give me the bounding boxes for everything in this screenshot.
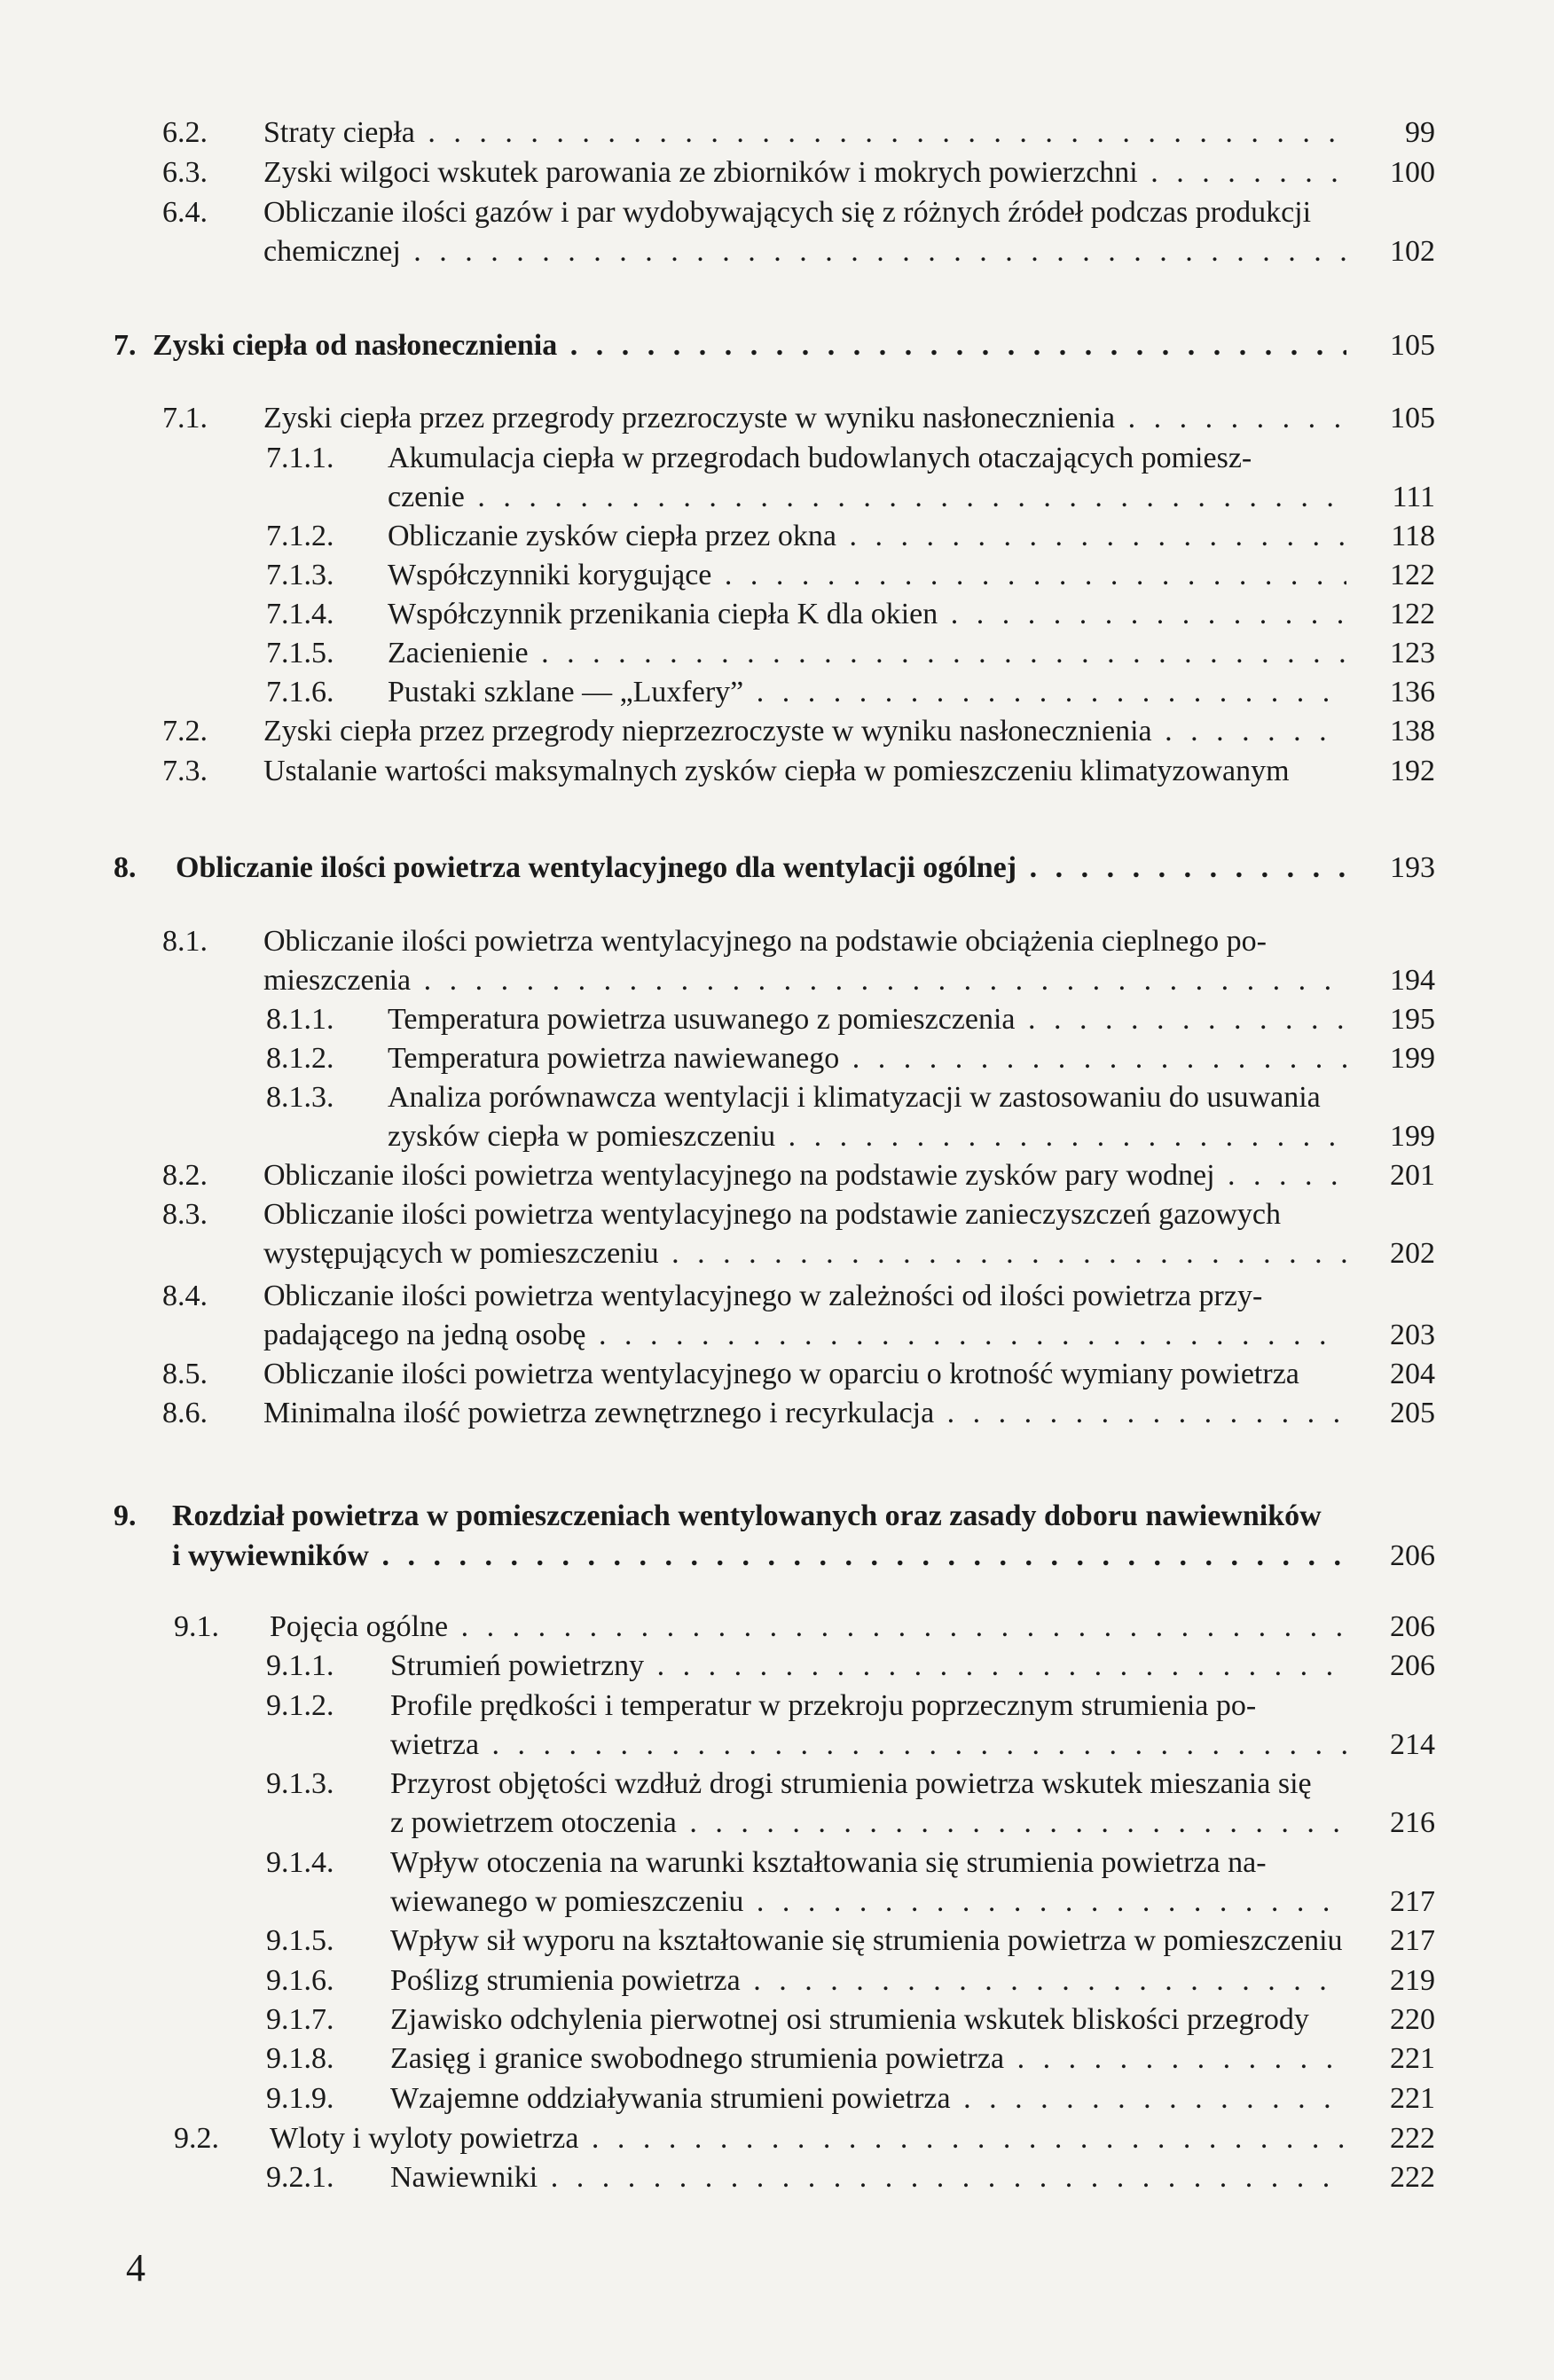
entry-page: 206 (1390, 1610, 1435, 1643)
toc-entry-7-2 (162, 712, 1435, 751)
chapter-number: 9. (114, 1499, 137, 1532)
toc-entry-8-1-1 (266, 1000, 1435, 1039)
entry-title-line1: Obliczanie ilości powietrza wentylacyjnego w zależności od ilości powietrza przy- (263, 1280, 1263, 1312)
toc-entry-8-5 (162, 1355, 1435, 1394)
entry-number: 9.1.9. (266, 2082, 334, 2115)
toc-entry-9-1-3-cont (266, 1804, 1435, 1843)
entry-page: 222 (1390, 2161, 1435, 2194)
toc-entry-7-1-2 (266, 517, 1435, 556)
entry-page: 217 (1390, 1885, 1435, 1918)
entry-number: 9.1.6. (266, 1964, 334, 1997)
entry-number: 9.1.2. (266, 1689, 334, 1722)
entry-title: Zyski wilgoci wskutek parowania ze zbiorników i mokrych powierzchni . . . (263, 153, 1346, 192)
entry-page: 216 (1390, 1806, 1435, 1839)
toc-entry-9-1 (174, 1608, 1435, 1647)
entry-number: 8.1.1. (266, 1003, 334, 1036)
entry-number: 8.1. (162, 925, 208, 958)
entry-page: 193 (1390, 851, 1435, 884)
entry-title-line2: wiewanego w pomieszczeniu . . . (390, 1883, 1346, 1922)
toc-entry-9-1-1 (266, 1647, 1435, 1686)
entry-page: 111 (1392, 481, 1435, 513)
entry-page: 192 (1390, 755, 1435, 787)
entry-page: 202 (1390, 1237, 1435, 1270)
entry-number: 7.1.4. (266, 598, 334, 630)
entry-page: 221 (1390, 2082, 1435, 2115)
entry-title: Straty ciepła . . . (263, 114, 1346, 153)
entry-title-line1: Obliczanie ilości gazów i par wydobywających się z różnych źródeł podczas produkcji (263, 196, 1312, 229)
entry-number: 9.1.1. (266, 1649, 334, 1682)
entry-page: 123 (1390, 637, 1435, 669)
entry-title: Obliczanie zysków ciepła przez okna . . . (388, 517, 1346, 556)
toc-entry-6-2 (162, 114, 1435, 153)
chapter-number: 8. (114, 851, 137, 884)
entry-title: Zacienienie . . . (388, 634, 1346, 673)
entry-page: 118 (1391, 520, 1435, 552)
entry-page: 199 (1390, 1042, 1435, 1075)
entry-title: Nawiewniki . . . (390, 2158, 1346, 2197)
entry-title-line1: Akumulacja ciepła w przegrodach budowlanych otaczających pomiesz- (388, 442, 1252, 474)
toc-entry-7-1-1-cont (266, 478, 1435, 517)
entry-page: 220 (1390, 2003, 1435, 2036)
entry-page: 105 (1390, 329, 1435, 362)
toc-entry-6-4-cont (162, 232, 1435, 271)
toc-entry-8-6 (162, 1394, 1435, 1433)
entry-title: Poślizg strumienia powietrza . . . (390, 1961, 1346, 2000)
entry-page: 122 (1390, 559, 1435, 591)
entry-number: 8.2. (162, 1159, 208, 1192)
entry-number: 8.3. (162, 1198, 208, 1231)
entry-number: 9.1.5. (266, 1924, 334, 1957)
page-number: 4 (126, 2246, 145, 2290)
entry-page: 219 (1390, 1964, 1435, 1997)
entry-number: 9.2.1. (266, 2161, 334, 2194)
entry-number: 8.4. (162, 1280, 208, 1312)
toc-entry-9-2 (174, 2119, 1435, 2158)
entry-title: Pustaki szklane — „Luxfery” . . . (388, 673, 1346, 712)
entry-page: 99 (1405, 116, 1435, 149)
entry-title-line2: z powietrzem otoczenia . . . (390, 1804, 1346, 1843)
entry-title-line2: chemicznej . . . (263, 232, 1346, 271)
toc-entry-8-3-cont (162, 1234, 1435, 1273)
entry-title-line2: padającego na jedną osobę . . . (263, 1316, 1346, 1355)
entry-page: 136 (1390, 676, 1435, 709)
entry-page: 201 (1390, 1159, 1435, 1192)
toc-chapter-9 (114, 1497, 1435, 1536)
entry-number: 7.1.6. (266, 676, 334, 709)
entry-number: 7.1.5. (266, 637, 334, 669)
toc-entry-9-1-6 (266, 1961, 1435, 2000)
toc-entry-6-4 (162, 193, 1435, 232)
entry-title-line1: Wpływ otoczenia na warunki kształtowania się strumienia powietrza na- (390, 1846, 1267, 1879)
toc-entry-7-3 (162, 752, 1435, 791)
toc-chapter-8 (114, 849, 1435, 888)
entry-page: 138 (1390, 715, 1435, 748)
entry-number: 7.1.3. (266, 559, 334, 591)
toc-entry-9-1-2 (266, 1687, 1435, 1726)
entry-number: 8.6. (162, 1397, 208, 1429)
toc-entry-9-1-5 (266, 1922, 1435, 1961)
chapter-title-line1: Rozdział powietrza w pomieszczeniach wentylowanych oraz zasady doboru nawiewników (172, 1499, 1322, 1532)
entry-title: Ustalanie wartości maksymalnych zysków ciepła w pomieszczeniu klimatyzowanym (263, 755, 1290, 787)
entry-title: Minimalna ilość powietrza zewnętrznego i recyrkulacja . . . (263, 1394, 1346, 1433)
entry-title: Wpływ sił wyporu na kształtowanie się strumienia powietrza w pomieszczeniu (390, 1924, 1343, 1957)
toc-entry-8-4-cont (162, 1316, 1435, 1355)
entry-number: 9.1.8. (266, 2042, 334, 2075)
entry-number: 8.1.3. (266, 1081, 334, 1114)
toc-entry-9-1-4-cont (266, 1883, 1435, 1922)
entry-title: Pojęcia ogólne . . . (270, 1608, 1346, 1647)
entry-title: Zasięg i granice swobodnego strumienia powietrza . . . (390, 2039, 1346, 2079)
entry-title-line1: Obliczanie ilości powietrza wentylacyjnego na podstawie zanieczyszczeń gazowych (263, 1198, 1281, 1231)
entry-title-line1: Przyrost objętości wzdłuż drogi strumienia powietrza wskutek mieszania się (390, 1767, 1312, 1800)
toc-entry-9-2-1 (266, 2158, 1435, 2197)
toc-entry-8-3 (162, 1195, 1435, 1234)
entry-title-line2: czenie . . . (388, 478, 1346, 517)
entry-number: 9.1. (174, 1610, 219, 1643)
entry-page: 102 (1390, 235, 1435, 268)
entry-number: 9.2. (174, 2122, 219, 2155)
toc-entry-9-1-8 (266, 2039, 1435, 2079)
entry-number: 6.2. (162, 116, 208, 149)
entry-number: 6.4. (162, 196, 208, 229)
toc-entry-7-1-1 (266, 439, 1435, 478)
toc-entry-9-1-2-cont (266, 1726, 1435, 1765)
entry-page: 203 (1390, 1319, 1435, 1351)
entry-title-line1: Profile prędkości i temperatur w przekroju poprzecznym strumienia po- (390, 1689, 1257, 1722)
entry-page: 206 (1390, 1649, 1435, 1682)
entry-number: 7.1. (162, 402, 208, 435)
entry-title: Obliczanie ilości powietrza wentylacyjnego na podstawie zysków pary wodnej . . . (263, 1156, 1346, 1195)
entry-title-line1: Obliczanie ilości powietrza wentylacyjnego na podstawie obciążenia cieplnego po- (263, 925, 1267, 958)
toc-entry-9-1-4 (266, 1844, 1435, 1883)
toc-entry-8-2 (162, 1156, 1435, 1195)
entry-number: 9.1.3. (266, 1767, 334, 1800)
entry-page: 105 (1390, 402, 1435, 435)
toc-chapter-9-cont (114, 1537, 1435, 1576)
toc-entry-8-1-3 (266, 1078, 1435, 1117)
entry-number: 8.5. (162, 1358, 208, 1390)
toc-entry-6-3 (162, 153, 1435, 192)
entry-title: Temperatura powietrza nawiewanego . . . (388, 1039, 1346, 1078)
entry-title: Wloty i wyloty powietrza . . . (270, 2119, 1346, 2158)
entry-title: Temperatura powietrza usuwanego z pomieszczenia . . . (388, 1000, 1346, 1039)
toc-entry-8-1-3-cont (266, 1117, 1435, 1156)
toc-entry-7-1 (162, 399, 1435, 438)
entry-number: 7.2. (162, 715, 208, 748)
toc-entry-9-1-3 (266, 1765, 1435, 1804)
entry-page: 122 (1390, 598, 1435, 630)
entry-title-line1: Analiza porównawcza wentylacji i klimatyzacji w zastosowaniu do usuwania (388, 1081, 1321, 1114)
entry-number: 9.1.7. (266, 2003, 334, 2036)
entry-title: Współczynnik przenikania ciepła K dla okien . . . (388, 595, 1346, 634)
chapter-title-line2: i wywiewników . . . (172, 1537, 1346, 1576)
entry-number: 9.1.4. (266, 1846, 334, 1879)
entry-title-line2: wietrza . . . (390, 1726, 1346, 1765)
toc-entry-7-1-4 (266, 595, 1435, 634)
entry-title: Obliczanie ilości powietrza wentylacyjnego w oparciu o krotność wymiany powietrza (263, 1358, 1299, 1390)
entry-title: Wzajemne oddziaływania strumieni powietrza . . . (390, 2079, 1346, 2118)
entry-page: 205 (1390, 1397, 1435, 1429)
entry-page: 217 (1390, 1924, 1435, 1957)
chapter-number: 7. (114, 329, 137, 362)
toc-chapter-7 (114, 326, 1435, 365)
entry-title: Zyski ciepła przez przegrody nieprzezroczyste w wyniku nasłonecznienia . . . (263, 712, 1346, 751)
toc-entry-7-1-3 (266, 556, 1435, 595)
toc-entry-7-1-5 (266, 634, 1435, 673)
entry-number: 7.3. (162, 755, 208, 787)
chapter-title: Zyski ciepła od nasłonecznienia . . . (153, 326, 1346, 365)
entry-number: 7.1.1. (266, 442, 334, 474)
entry-title: Zyski ciepła przez przegrody przezroczyste w wyniku nasłonecznienia . . . (263, 399, 1346, 438)
entry-title-line2: zysków ciepła w pomieszczeniu . . . (388, 1117, 1346, 1156)
entry-title-line2: występujących w pomieszczeniu . . . (263, 1234, 1346, 1273)
toc-entry-8-1-2 (266, 1039, 1435, 1078)
entry-number: 8.1.2. (266, 1042, 334, 1075)
chapter-title: Obliczanie ilości powietrza wentylacyjnego dla wentylacji ogólnej . . . (176, 849, 1346, 888)
entry-title: Zjawisko odchylenia pierwotnej osi strumienia wskutek bliskości przegrody (390, 2003, 1309, 2036)
entry-number: 7.1.2. (266, 520, 334, 552)
entry-page: 222 (1390, 2122, 1435, 2155)
toc-entry-8-1-cont (162, 961, 1435, 1000)
entry-page: 214 (1390, 1728, 1435, 1761)
entry-page: 206 (1390, 1539, 1435, 1572)
entry-title: Współczynniki korygujące . . . (388, 556, 1346, 595)
entry-title-line2: mieszczenia . . . (263, 961, 1346, 1000)
entry-page: 194 (1390, 964, 1435, 997)
entry-page: 195 (1390, 1003, 1435, 1036)
entry-page: 100 (1390, 156, 1435, 189)
entry-page: 221 (1390, 2042, 1435, 2075)
entry-page: 199 (1390, 1120, 1435, 1153)
toc-entry-7-1-6 (266, 673, 1435, 712)
toc-entry-9-1-7 (266, 2000, 1435, 2039)
toc-entry-8-4 (162, 1277, 1435, 1316)
entry-page: 204 (1390, 1358, 1435, 1390)
entry-number: 6.3. (162, 156, 208, 189)
entry-title: Strumień powietrzny . . . (390, 1647, 1346, 1686)
toc-entry-9-1-9 (266, 2079, 1435, 2118)
toc-entry-8-1 (162, 922, 1435, 961)
